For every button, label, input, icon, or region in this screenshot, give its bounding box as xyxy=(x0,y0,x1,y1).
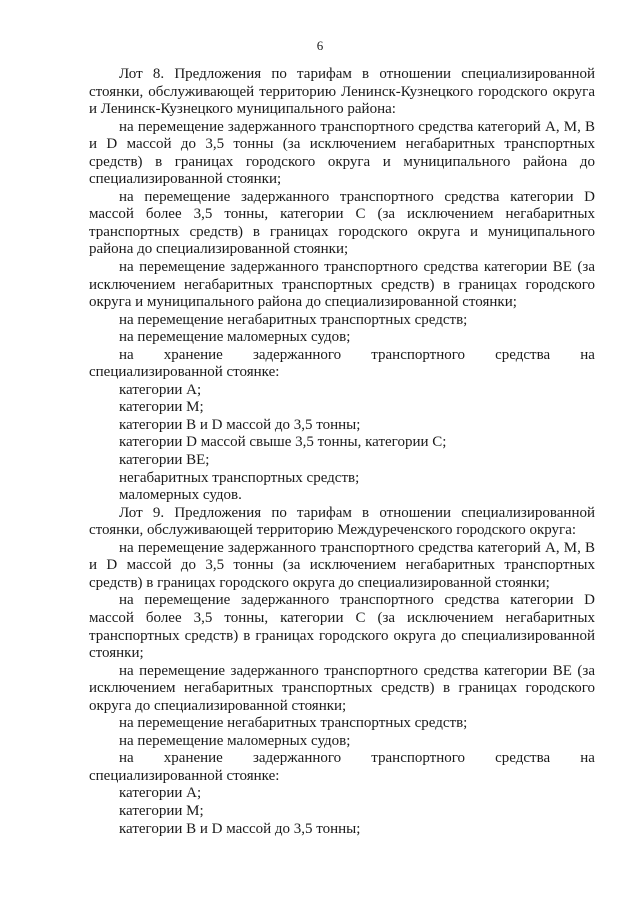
lot9-storage-word: транспортного xyxy=(371,750,466,767)
lot8-cat-boats: маломерных судов. xyxy=(119,487,242,504)
lot9-storage-word: средства xyxy=(495,750,551,767)
lot9-storage-line xyxy=(89,750,595,768)
lot9-move-a-m-b-d: на перемещение задержанного транспортного средства категорий A, M, B и D массой до 3,5 тонны (за исключением негабаритных транспортных средств) в границах городского округа до специализированной стоянки; xyxy=(89,539,595,591)
document-body xyxy=(89,66,595,838)
lot8-storage-word: на xyxy=(119,346,134,363)
lot9-storage-word: на xyxy=(119,750,134,767)
lot8-storage-word: на xyxy=(580,346,595,363)
lot9-move-oversized: на перемещение негабаритных транспортных средств; xyxy=(119,715,468,732)
lot9-move-boats: на перемещение маломерных судов; xyxy=(119,732,351,749)
lot9-move-d-c: на перемещение задержанного транспортного средства категории D массой более 3,5 тонны, категории C (за исключением негабаритных транспортных средств) в границах городского округа до специализированной стоянки; xyxy=(89,592,595,662)
lot8-storage-line xyxy=(89,347,595,365)
lot8-storage-word: задержанного xyxy=(252,346,342,363)
lot8-move-a-m-b-d: на перемещение задержанного транспортного средства категорий A, M, B и D массой до 3,5 тонны (за исключением негабаритных транспортных средств) в границах городского округа и муниципального района до специализированной стоянки; xyxy=(89,118,595,188)
lot8-heading: Лот 8. Предложения по тарифам в отношении специализированной стоянки, обслуживающей территорию Ленинск-Кузнецкого городского округа и Ленинск-Кузнецкого муниципального района: xyxy=(89,66,595,118)
lot9-storage-word: задержанного xyxy=(252,750,342,767)
lot8-cat-d-c: категории D массой свыше 3,5 тонны, категории C; xyxy=(119,434,447,451)
lot8-storage-tail: специализированной стоянке: xyxy=(89,364,280,381)
lot9-storage-word: хранение xyxy=(163,750,223,767)
lot8-move-oversized: на перемещение негабаритных транспортных средств; xyxy=(119,311,468,328)
lot9-cat-a: категории A; xyxy=(119,785,202,802)
lot8-storage-word: средства xyxy=(495,346,551,363)
lot8-move-boats: на перемещение маломерных судов; xyxy=(119,329,351,346)
lot8-storage-word: транспортного xyxy=(371,346,466,363)
lot9-heading: Лот 9. Предложения по тарифам в отношении специализированной стоянки, обслуживающей территорию Междуреченского городского округа: xyxy=(89,504,595,539)
lot9-cat-m: категории M; xyxy=(119,802,204,819)
lot9-cat-b-d: категории B и D массой до 3,5 тонны; xyxy=(119,820,361,837)
lot8-cat-a: категории A; xyxy=(119,381,202,398)
lot8-cat-be: категории BE; xyxy=(119,452,210,469)
lot8-move-d-c: на перемещение задержанного транспортного средства категории D массой более 3,5 тонны, категории C (за исключением негабаритных транспортных средств) в границах городского округа и муниципального района до специализированной стоянки; xyxy=(89,188,595,258)
lot8-move-be: на перемещение задержанного транспортного средства категории BE (за исключением негабаритных транспортных средств) в границах городского округа и муниципального района до специализированной стоянки; xyxy=(89,259,595,311)
page-number: 6 xyxy=(316,38,324,53)
lot8-storage-word: хранение xyxy=(163,346,223,363)
lot8-cat-b-d: категории B и D массой до 3,5 тонны; xyxy=(119,416,361,433)
lot9-storage-word: на xyxy=(580,750,595,767)
lot9-move-be: на перемещение задержанного транспортного средства категории BE (за исключением негабаритных транспортных средств) в границах городского округа до специализированной стоянки; xyxy=(89,662,595,714)
lot8-cat-oversized: негабаритных транспортных средств; xyxy=(119,469,360,486)
lot9-storage-tail: специализированной стоянке: xyxy=(89,767,280,784)
lot8-cat-m: категории M; xyxy=(119,399,204,416)
